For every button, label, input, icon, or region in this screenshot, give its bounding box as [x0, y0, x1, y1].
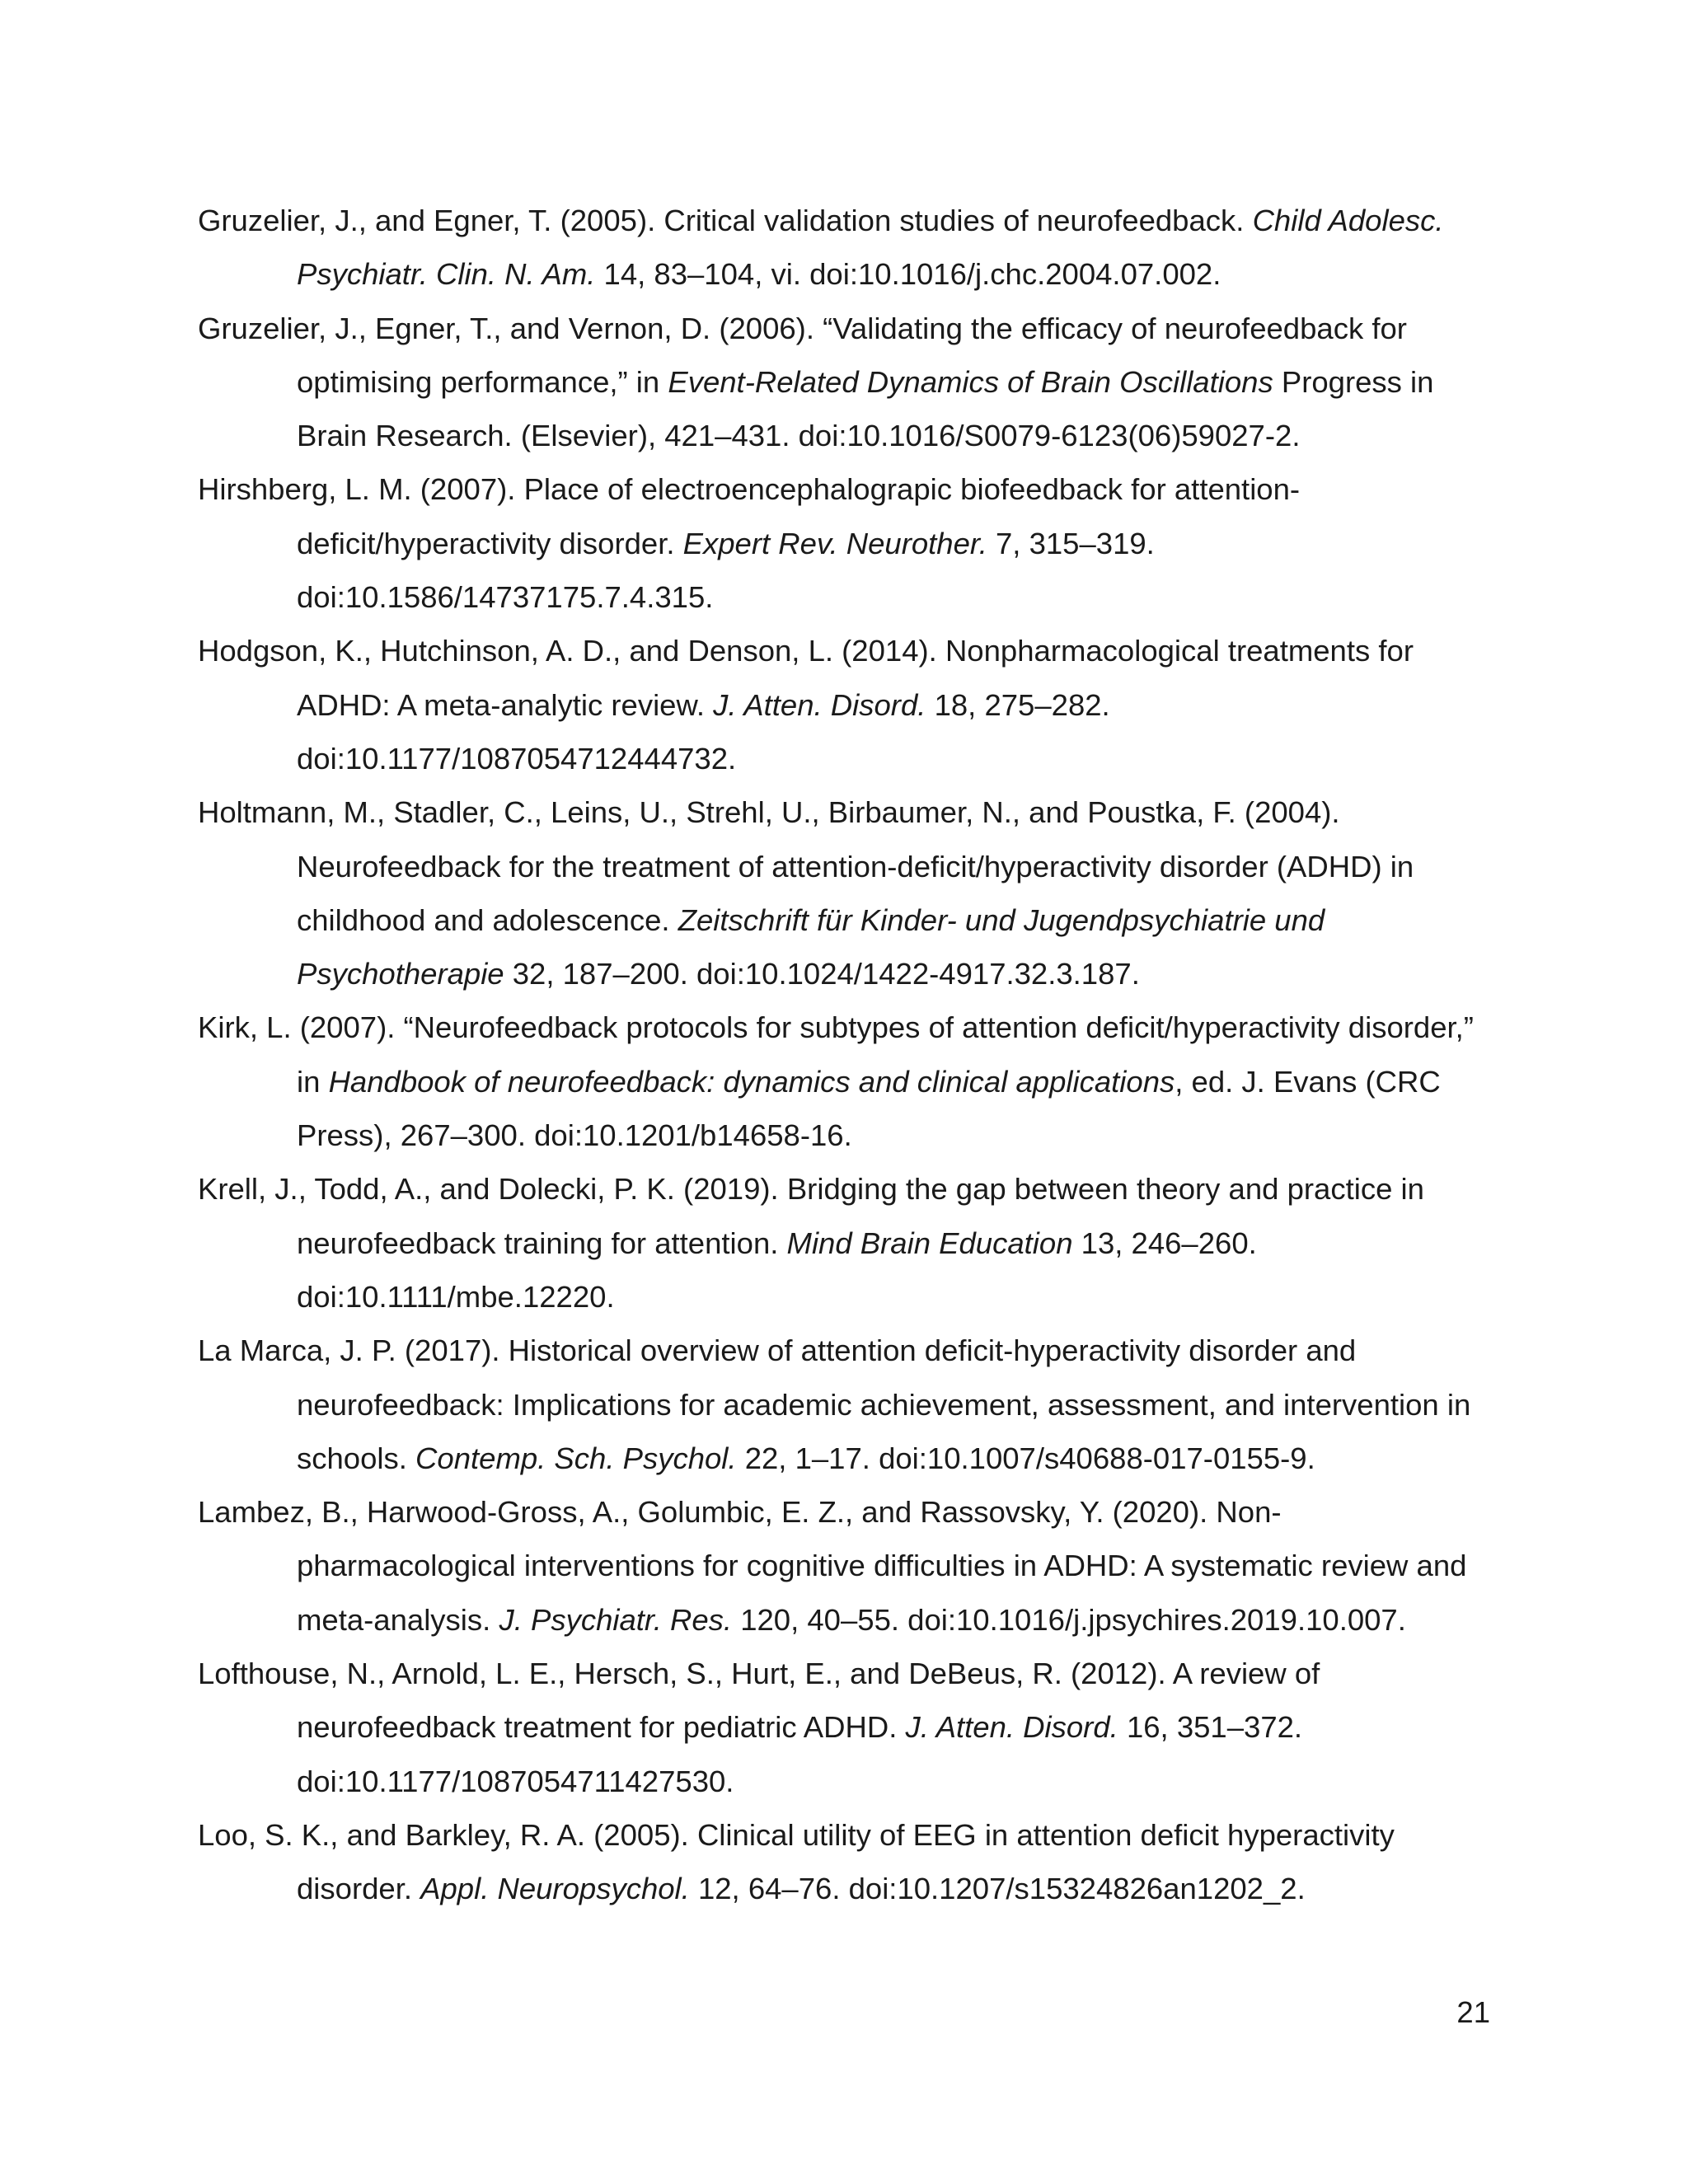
book-title: Event-Related Dynamics of Brain Oscillations — [668, 364, 1273, 399]
reference-text: , ed. J. Evans (CRC Press), 267–300. doi:10.1201/b14658-16. — [297, 1064, 1441, 1153]
reference-text: 22, 1–17. doi:10.1007/s40688-017-0155-9. — [736, 1441, 1315, 1475]
journal-title: Child Adolesc. Psychiatr. Clin. N. Am. — [297, 204, 1444, 292]
reference-text: 12, 64–76. doi:10.1207/s15324826an1202_2. — [689, 1872, 1306, 1906]
reference-text: Krell, J., Todd, A., and Dolecki, P. K. (2019). Bridging the gap between theory and practice in neurofeedback training for attention. — [198, 1172, 1424, 1260]
reference-entry — [198, 1001, 1492, 1162]
reference-text: Gruzelier, J., Egner, T., and Vernon, D. (2006). “Validating the efficacy of neurofeedback for optimising performance,” in — [198, 311, 1407, 399]
reference-text: Lofthouse, N., Arnold, L. E., Hersch, S., Hurt, E., and DeBeus, R. (2012). A review of neurofeedback treatment for pediatric ADHD. — [198, 1657, 1320, 1745]
journal-title: J. Psychiatr. Res. — [499, 1602, 733, 1637]
reference-text: Progress in Brain Research. (Elsevier), 421–431. doi:10.1016/S0079-6123(06)59027-2. — [297, 364, 1434, 453]
reference-list — [198, 194, 1492, 1916]
book-title: Handbook of neurofeedback: dynamics and clinical applications — [328, 1064, 1175, 1099]
reference-text: 32, 187–200. doi:10.1024/1422-4917.32.3.187. — [504, 957, 1140, 991]
reference-text: Kirk, L. (2007). “Neurofeedback protocols for subtypes of attention deficit/hyperactivity disorder,” in — [198, 1010, 1474, 1099]
reference-entry — [198, 1485, 1492, 1647]
reference-text: 13, 246–260. doi:10.1111/mbe.12220. — [297, 1226, 1257, 1314]
journal-title: Mind Brain Education — [786, 1226, 1073, 1260]
page-number: 21 — [1456, 1995, 1490, 2029]
reference-text: 16, 351–372. doi:10.1177/1087054711427530. — [297, 1710, 1303, 1798]
reference-entry — [198, 194, 1492, 302]
journal-title: J. Atten. Disord. — [713, 687, 926, 722]
reference-text: Hirshberg, L. M. (2007). Place of electroencephalograpic biofeedback for attention-deficit/hyperactivity disorder. — [198, 472, 1301, 560]
reference-text: 14, 83–104, vi. doi:10.1016/j.chc.2004.07.002. — [595, 257, 1221, 292]
reference-entry — [198, 1808, 1492, 1916]
journal-title: J. Atten. Disord. — [905, 1710, 1118, 1745]
reference-text: 120, 40–55. doi:10.1016/j.jpsychires.2019.10.007. — [732, 1602, 1406, 1637]
reference-text: Loo, S. K., and Barkley, R. A. (2005). Clinical utility of EEG in attention deficit hyperactivity disorder. — [198, 1817, 1395, 1906]
reference-entry — [198, 302, 1492, 463]
reference-text: Hodgson, K., Hutchinson, A. D., and Denson, L. (2014). Nonpharmacological treatments for ADHD: A meta-analytic review. — [198, 634, 1414, 722]
reference-text: Gruzelier, J., and Egner, T. (2005). Critical validation studies of neurofeedback. — [198, 204, 1253, 237]
reference-entry — [198, 1324, 1492, 1485]
journal-title: Expert Rev. Neurother. — [682, 526, 987, 560]
reference-entry — [198, 1162, 1492, 1324]
reference-text: Holtmann, M., Stadler, C., Leins, U., Strehl, U., Birbaumer, N., and Poustka, F. (2004). Neurofeedback for the treatment of attention-deficit/hyperactivity disorder (ADHD) in childhood and adolescence. — [198, 795, 1414, 937]
journal-title: Contemp. Sch. Psychol. — [415, 1441, 737, 1475]
reference-text: 7, 315–319. doi:10.1586/14737175.7.4.315. — [297, 526, 1155, 615]
journal-title: Appl. Neuropsychol. — [420, 1872, 690, 1906]
reference-entry — [198, 1647, 1492, 1808]
reference-entry — [198, 462, 1492, 624]
reference-text: 18, 275–282. doi:10.1177/1087054712444732. — [297, 687, 1110, 776]
reference-text: Lambez, B., Harwood-Gross, A., Golumbic, E. Z., and Rassovsky, Y. (2020). Non-pharmacological interventions for cognitive difficulties in ADHD: A systematic review and meta-analysis. — [198, 1495, 1467, 1637]
reference-text: La Marca, J. P. (2017). Historical overview of attention deficit-hyperactivity disorder and neurofeedback: Implications for academic achievement, assessment, and intervention in schools. — [198, 1333, 1471, 1475]
reference-entry — [198, 785, 1492, 1001]
journal-title: Zeitschrift für Kinder- und Jugendpsychiatrie und Psychotherapie — [297, 902, 1325, 991]
reference-entry — [198, 624, 1492, 785]
